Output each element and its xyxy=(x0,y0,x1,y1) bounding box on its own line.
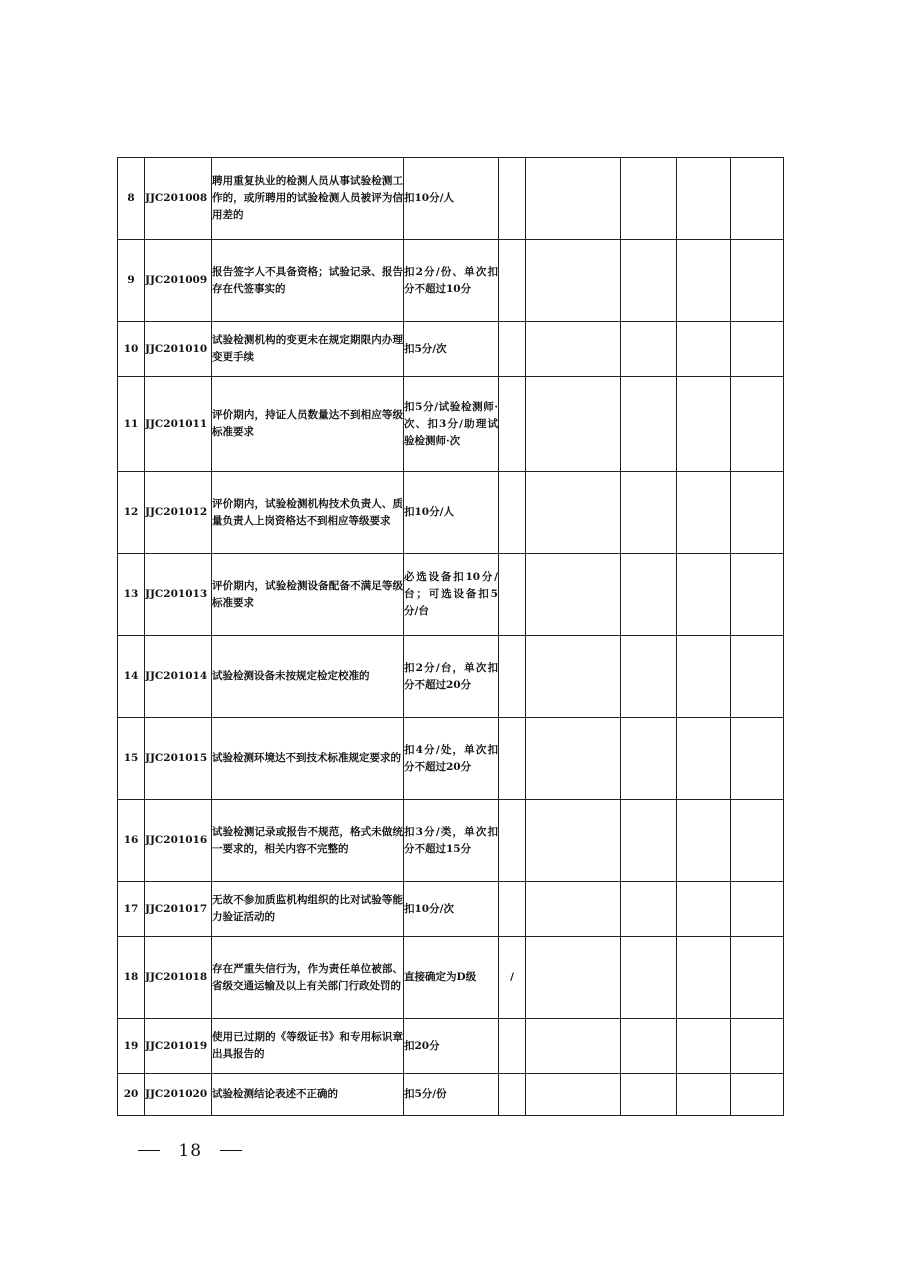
deduction-rule: 扣2分/份、单次扣分不超过10分 xyxy=(404,240,499,322)
row-number: 14 xyxy=(118,636,145,718)
row-number: 16 xyxy=(118,800,145,882)
blank-cell xyxy=(677,554,731,636)
deduction-rule: 扣2分/台，单次扣分不超过20分 xyxy=(404,636,499,718)
item-description: 试验检测设备未按规定检定校准的 xyxy=(212,636,404,718)
item-code: JJC201011 xyxy=(145,377,212,472)
blank-cell xyxy=(526,472,621,554)
deduction-rule: 直接确定为D级 xyxy=(404,937,499,1019)
blank-cell xyxy=(621,158,677,240)
table-row xyxy=(118,800,784,882)
table-row xyxy=(118,377,784,472)
blank-cell xyxy=(731,882,784,937)
blank-cell xyxy=(621,882,677,937)
item-description: 报告签字人不具备资格；试验记录、报告存在代签事实的 xyxy=(212,240,404,322)
table-row xyxy=(118,240,784,322)
mark-cell: / xyxy=(499,937,526,1019)
item-description: 评价期内，持证人员数量达不到相应等级标准要求 xyxy=(212,377,404,472)
blank-cell xyxy=(526,882,621,937)
blank-cell xyxy=(677,472,731,554)
blank-cell xyxy=(677,240,731,322)
mark-cell xyxy=(499,377,526,472)
blank-cell xyxy=(677,800,731,882)
mark-cell xyxy=(499,472,526,554)
blank-cell xyxy=(526,554,621,636)
mark-cell xyxy=(499,240,526,322)
row-number: 15 xyxy=(118,718,145,800)
blank-cell xyxy=(621,636,677,718)
deduction-rule: 扣5分/次 xyxy=(404,322,499,377)
footer-dash-right xyxy=(220,1150,242,1151)
row-number: 8 xyxy=(118,158,145,240)
table-row xyxy=(118,882,784,937)
table-row xyxy=(118,636,784,718)
mark-cell xyxy=(499,718,526,800)
table-row xyxy=(118,937,784,1019)
blank-cell xyxy=(621,240,677,322)
blank-cell xyxy=(731,240,784,322)
blank-cell xyxy=(621,718,677,800)
blank-cell xyxy=(731,937,784,1019)
item-code: JJC201009 xyxy=(145,240,212,322)
row-number: 10 xyxy=(118,322,145,377)
item-code: JJC201010 xyxy=(145,322,212,377)
item-code: JJC201015 xyxy=(145,718,212,800)
blank-cell xyxy=(677,1074,731,1116)
blank-cell xyxy=(731,1074,784,1116)
mark-cell xyxy=(499,1019,526,1074)
blank-cell xyxy=(731,554,784,636)
blank-cell xyxy=(677,882,731,937)
item-code: JJC201016 xyxy=(145,800,212,882)
deduction-rule: 扣10分/人 xyxy=(404,158,499,240)
mark-cell xyxy=(499,882,526,937)
row-number: 19 xyxy=(118,1019,145,1074)
table-row xyxy=(118,322,784,377)
blank-cell xyxy=(526,377,621,472)
row-number: 20 xyxy=(118,1074,145,1116)
blank-cell xyxy=(677,1019,731,1074)
deduction-rule: 必选设备扣10分/台；可选设备扣5分/台 xyxy=(404,554,499,636)
blank-cell xyxy=(677,937,731,1019)
mark-cell xyxy=(499,158,526,240)
mark-cell xyxy=(499,800,526,882)
deduction-rule: 扣10分/人 xyxy=(404,472,499,554)
blank-cell xyxy=(621,1074,677,1116)
row-number: 11 xyxy=(118,377,145,472)
item-description: 聘用重复执业的检测人员从事试验检测工作的，或所聘用的试验检测人员被评为信用差的 xyxy=(212,158,404,240)
row-number: 17 xyxy=(118,882,145,937)
blank-cell xyxy=(731,636,784,718)
item-code: JJC201013 xyxy=(145,554,212,636)
item-code: JJC201008 xyxy=(145,158,212,240)
item-description: 试验检测结论表述不正确的 xyxy=(212,1074,404,1116)
blank-cell xyxy=(677,718,731,800)
item-description: 无故不参加质监机构组织的比对试验等能力验证活动的 xyxy=(212,882,404,937)
row-number: 9 xyxy=(118,240,145,322)
blank-cell xyxy=(677,636,731,718)
item-code: JJC201018 xyxy=(145,937,212,1019)
item-code: JJC201012 xyxy=(145,472,212,554)
footer-dash-left xyxy=(138,1150,160,1151)
page-footer xyxy=(138,1140,242,1161)
deduction-rule: 扣10分/次 xyxy=(404,882,499,937)
item-description: 存在严重失信行为，作为责任单位被部、省级交通运输及以上有关部门行政处罚的 xyxy=(212,937,404,1019)
blank-cell xyxy=(731,472,784,554)
blank-cell xyxy=(621,554,677,636)
page-number: 18 xyxy=(178,1140,203,1161)
item-code: JJC201014 xyxy=(145,636,212,718)
item-description: 试验检测机构的变更未在规定期限内办理变更手续 xyxy=(212,322,404,377)
blank-cell xyxy=(731,1019,784,1074)
deduction-rule: 扣5分/份 xyxy=(404,1074,499,1116)
blank-cell xyxy=(526,240,621,322)
blank-cell xyxy=(731,718,784,800)
item-code: JJC201019 xyxy=(145,1019,212,1074)
blank-cell xyxy=(526,322,621,377)
item-code: JJC201020 xyxy=(145,1074,212,1116)
mark-cell xyxy=(499,636,526,718)
item-description: 使用已过期的《等级证书》和专用标识章出具报告的 xyxy=(212,1019,404,1074)
row-number: 12 xyxy=(118,472,145,554)
item-description: 评价期内，试验检测机构技术负责人、质量负责人上岗资格达不到相应等级要求 xyxy=(212,472,404,554)
table-row xyxy=(118,718,784,800)
deduction-rule: 扣20分 xyxy=(404,1019,499,1074)
table-row xyxy=(118,554,784,636)
deduction-rule: 扣3分/类，单次扣分不超过15分 xyxy=(404,800,499,882)
table-row xyxy=(118,1019,784,1074)
item-description: 试验检测记录或报告不规范，格式未做统一要求的，相关内容不完整的 xyxy=(212,800,404,882)
table-row xyxy=(118,472,784,554)
row-number: 13 xyxy=(118,554,145,636)
blank-cell xyxy=(731,800,784,882)
blank-cell xyxy=(526,1019,621,1074)
blank-cell xyxy=(526,937,621,1019)
blank-cell xyxy=(526,800,621,882)
row-number: 18 xyxy=(118,937,145,1019)
blank-cell xyxy=(621,377,677,472)
item-description: 评价期内，试验检测设备配备不满足等级标准要求 xyxy=(212,554,404,636)
blank-cell xyxy=(621,800,677,882)
blank-cell xyxy=(526,1074,621,1116)
blank-cell xyxy=(621,937,677,1019)
blank-cell xyxy=(621,322,677,377)
table-row xyxy=(118,158,784,240)
blank-cell xyxy=(731,322,784,377)
blank-cell xyxy=(526,636,621,718)
item-code: JJC201017 xyxy=(145,882,212,937)
blank-cell xyxy=(731,377,784,472)
blank-cell xyxy=(526,718,621,800)
deduction-rule: 扣4分/处，单次扣分不超过20分 xyxy=(404,718,499,800)
blank-cell xyxy=(621,472,677,554)
deduction-rule: 扣5分/试验检测师·次、扣3分/助理试验检测师·次 xyxy=(404,377,499,472)
table-row xyxy=(118,1074,784,1116)
blank-cell xyxy=(677,322,731,377)
blank-cell xyxy=(731,158,784,240)
scoring-table xyxy=(117,157,784,1116)
mark-cell xyxy=(499,322,526,377)
blank-cell xyxy=(621,1019,677,1074)
blank-cell xyxy=(677,377,731,472)
blank-cell xyxy=(677,158,731,240)
mark-cell xyxy=(499,554,526,636)
mark-cell xyxy=(499,1074,526,1116)
blank-cell xyxy=(526,158,621,240)
item-description: 试验检测环境达不到技术标准规定要求的 xyxy=(212,718,404,800)
